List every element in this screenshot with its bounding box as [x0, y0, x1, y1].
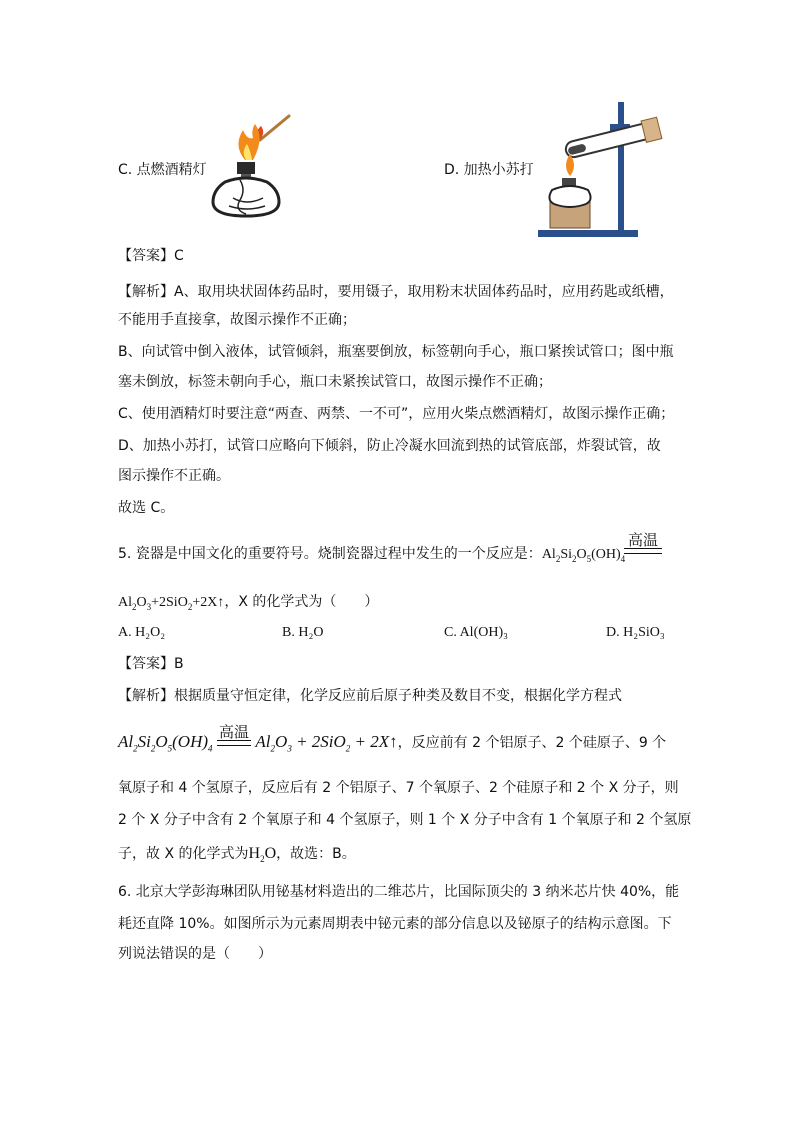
q5-analysis-line-4: 2 个 X 分子中含有 2 个氧原子和 4 个氢原子，则 1 个 X 分子中含有 1 个氧原子和 2 个氢原 — [118, 812, 692, 828]
q4-answer: 【答案】C — [118, 248, 184, 264]
q5-condition-text: 高温 — [627, 531, 658, 549]
option-d-label: D. 加热小苏打 — [444, 162, 534, 178]
q5-analysis-equation-line — [118, 723, 667, 758]
q5-analysis-line-3: 氧原子和 4 个氢原子，反应后有 2 个铝原子、7 个氧原子、2 个硅原子和 2 个 X 分子，则 — [118, 780, 679, 796]
q6-stem-line-1: 6. 北京大学彭海琳团队用铋基材料造出的二维芯片，比国际顶尖的 3 纳米芯片快 40%，能 — [118, 884, 680, 900]
q4-analysis-line-8: 故选 C。 — [118, 500, 175, 516]
q5-equation-condition: 高温 — [217, 724, 251, 746]
q5-stem-prefix: 5. 瓷器是中国文化的重要符号。烧制瓷器过程中发生的一个反应是： — [118, 546, 542, 562]
q6-stem-line-2: 耗还直降 10%。如图所示为元素周期表中铋元素的部分信息以及铋原子的结构示意图。下 — [118, 916, 672, 932]
q5-analysis-line-2-suffix: ，反应前有 2 个铝原子、2 个硅原子、9 个 — [397, 735, 667, 751]
q5-stem-line-2 — [118, 592, 378, 617]
q6-stem-line-3: 列说法错误的是（ ） — [118, 946, 272, 962]
q4-analysis-line-6: D、加热小苏打，试管口应略向下倾斜，防止冷凝水回流到热的试管底部，炸裂试管，故 — [118, 438, 661, 454]
q5-analysis-line-5: 子，故 X 的化学式为$H_2O$，故选：B。 — [118, 845, 356, 865]
q5-option-d: D. H₂SiO₃ — [606, 625, 665, 640]
q5-analysis-line-1: 【解析】根据质量守恒定律，化学反应前后原子种类及数目不变，根据化学方程式 — [118, 688, 622, 704]
q5-product-formula: $Al_2O_3+2SiO_2+2X↑$ — [118, 595, 225, 612]
q5-stem-suffix: ，X 的化学式为（ ） — [224, 594, 379, 610]
q4-analysis-line-3: B、向试管中倒入液体，试管倾斜，瓶塞要倒放，标签朝向手心，瓶口紧挨试管口；图中瓶 — [118, 344, 674, 360]
q4-analysis-line-7: 图示操作不正确。 — [118, 468, 230, 484]
q4-analysis-line-4: 塞未倒放，标签未朝向手心，瓶口未紧挨试管口，故图示操作不正确； — [118, 374, 552, 390]
option-c-label: C. 点燃酒精灯 — [118, 162, 207, 178]
q5-equation-products: $Al_2O_3 + 2SiO_2$ + 2X↑ — [255, 732, 398, 754]
q5-answer-formula: $H_2O$ — [248, 845, 277, 865]
q5-stem-line-1 — [118, 544, 625, 569]
q5-equation-reactant: $Al_2Si_2O_5(OH)_4$ — [118, 732, 213, 754]
alcohol-lamp-lighting-figure — [205, 112, 300, 224]
q5-reactant-formula: $Al_2Si_2O_5(OH)_4$ — [541, 547, 626, 564]
heating-test-tube-figure — [532, 98, 674, 240]
q4-analysis-line-1: 【解析】A、取用块状固体药品时，要用镊子，取用粉末状固体药品时，应用药匙或纸槽， — [118, 284, 674, 300]
q5-option-b: B. H₂O — [282, 625, 324, 640]
q5-option-a: A. H₂O₂ — [118, 625, 166, 640]
q4-analysis-line-5: C、使用酒精灯时要注意“两查、两禁、一不可”，应用火柴点燃酒精灯，故图示操作正确； — [118, 406, 675, 422]
q4-analysis-line-2: 不能用手直接拿，故图示操作不正确； — [118, 312, 356, 328]
q5-answer: 【答案】B — [118, 656, 184, 672]
q5-option-c: C. Al(OH)₃ — [444, 625, 508, 640]
q5-reaction-condition — [624, 532, 662, 554]
